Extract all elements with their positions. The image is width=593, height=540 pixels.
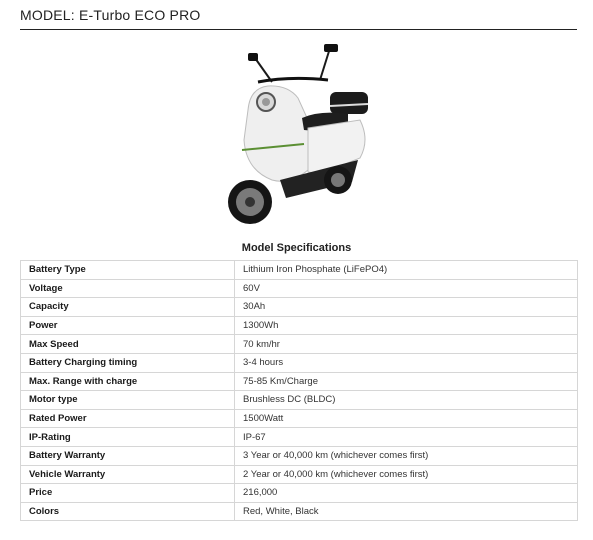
spec-label: IP-Rating xyxy=(21,428,235,447)
spec-label: Colors xyxy=(21,502,235,521)
spec-value: 1300Wh xyxy=(235,316,578,335)
table-row xyxy=(21,335,578,354)
spec-label: Battery Type xyxy=(21,261,235,280)
table-row xyxy=(21,353,578,372)
title-divider xyxy=(20,29,577,30)
spec-label: Max. Range with charge xyxy=(21,372,235,391)
table-row xyxy=(21,391,578,410)
spec-value: 3 Year or 40,000 km (whichever comes first) xyxy=(235,446,578,465)
spec-label: Vehicle Warranty xyxy=(21,465,235,484)
spec-value: 1500Watt xyxy=(235,409,578,428)
table-row xyxy=(21,279,578,298)
spec-value: Lithium Iron Phosphate (LiFePO4) xyxy=(235,261,578,280)
spec-value: 75-85 Km/Charge xyxy=(235,372,578,391)
table-row xyxy=(21,298,578,317)
spec-label: Battery Charging timing xyxy=(21,353,235,372)
table-row xyxy=(21,465,578,484)
scooter-image xyxy=(220,40,375,230)
spec-label: Price xyxy=(21,484,235,503)
spec-value: 216,000 xyxy=(235,484,578,503)
spec-value: 3-4 hours xyxy=(235,353,578,372)
table-row xyxy=(21,372,578,391)
spec-label: Capacity xyxy=(21,298,235,317)
table-row xyxy=(21,261,578,280)
table-row xyxy=(21,484,578,503)
spec-table xyxy=(20,260,578,521)
spec-value: IP-67 xyxy=(235,428,578,447)
spec-label: Power xyxy=(21,316,235,335)
table-row xyxy=(21,502,578,521)
table-row xyxy=(21,446,578,465)
spec-label: Motor type xyxy=(21,391,235,410)
table-row xyxy=(21,316,578,335)
spec-value: 2 Year or 40,000 km (whichever comes first) xyxy=(235,465,578,484)
spec-value: 30Ah xyxy=(235,298,578,317)
spec-value: 60V xyxy=(235,279,578,298)
spec-label: Max Speed xyxy=(21,335,235,354)
page-title: MODEL: E-Turbo ECO PRO xyxy=(20,7,201,23)
spec-label: Battery Warranty xyxy=(21,446,235,465)
table-row xyxy=(21,409,578,428)
table-row xyxy=(21,428,578,447)
spec-heading: Model Specifications xyxy=(241,242,352,254)
spec-value: 70 km/hr xyxy=(235,335,578,354)
spec-value: Brushless DC (BLDC) xyxy=(235,391,578,410)
spec-label: Rated Power xyxy=(21,409,235,428)
spec-label: Voltage xyxy=(21,279,235,298)
spec-value: Red, White, Black xyxy=(235,502,578,521)
